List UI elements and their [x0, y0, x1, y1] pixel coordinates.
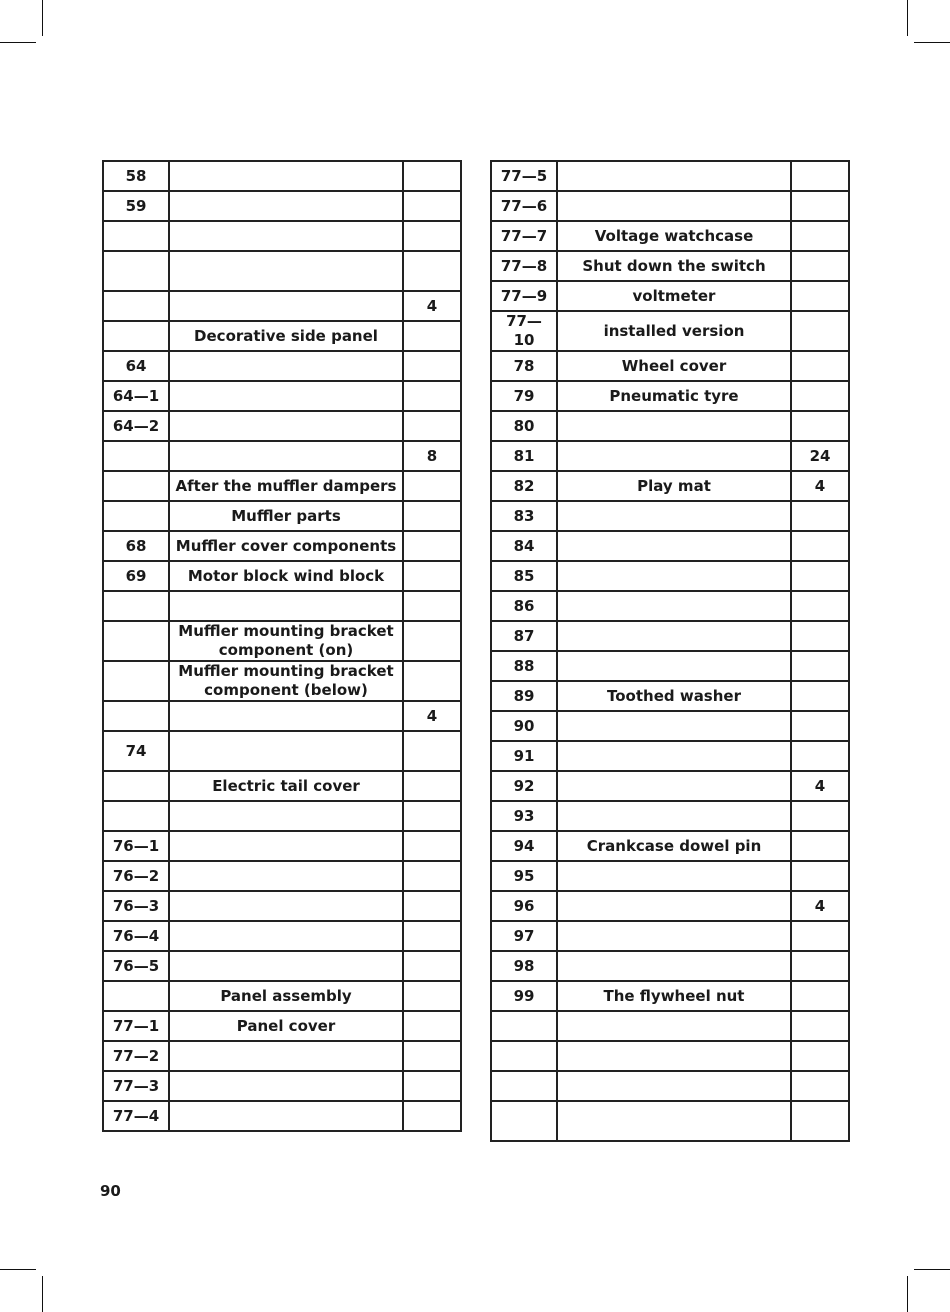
table-row — [491, 1101, 849, 1141]
table-row — [491, 951, 849, 981]
table-row — [103, 471, 461, 501]
part-number-cell — [103, 471, 169, 501]
table-row — [103, 351, 461, 381]
part-number-cell — [491, 1101, 557, 1141]
table-row — [103, 661, 461, 701]
table-row — [491, 621, 849, 651]
quantity-cell — [403, 1101, 461, 1131]
table-row — [491, 381, 849, 411]
table-row — [103, 771, 461, 801]
quantity-cell — [403, 831, 461, 861]
parts-table-left — [102, 160, 462, 1132]
quantity-cell — [791, 501, 849, 531]
table-row — [491, 471, 849, 501]
part-name-cell: Panel assembly — [169, 981, 403, 1011]
part-number-cell: 59 — [103, 191, 169, 221]
part-name-cell: Pneumatic tyre — [557, 381, 791, 411]
table-row — [103, 861, 461, 891]
quantity-cell: 4 — [791, 771, 849, 801]
table-row — [491, 411, 849, 441]
part-name-cell — [169, 1041, 403, 1071]
part-number-cell: 84 — [491, 531, 557, 561]
table-row — [103, 951, 461, 981]
quantity-cell: 4 — [791, 471, 849, 501]
quantity-cell — [403, 731, 461, 771]
quantity-cell — [791, 191, 849, 221]
table-row — [491, 771, 849, 801]
table-row — [491, 531, 849, 561]
quantity-cell — [791, 591, 849, 621]
part-name-cell — [169, 411, 403, 441]
quantity-cell — [403, 251, 461, 291]
quantity-cell — [403, 191, 461, 221]
part-number-cell: 96 — [491, 891, 557, 921]
table-row — [103, 531, 461, 561]
part-number-cell: 77—8 — [491, 251, 557, 281]
part-number-cell — [103, 981, 169, 1011]
part-number-cell — [491, 1011, 557, 1041]
part-number-cell: 80 — [491, 411, 557, 441]
part-number-cell — [103, 621, 169, 661]
part-number-cell: 99 — [491, 981, 557, 1011]
part-name-cell — [169, 921, 403, 951]
part-number-cell: 91 — [491, 741, 557, 771]
part-number-cell: 92 — [491, 771, 557, 801]
table-row — [103, 411, 461, 441]
part-name-cell: The flywheel nut — [557, 981, 791, 1011]
quantity-cell — [403, 861, 461, 891]
part-name-cell — [557, 621, 791, 651]
quantity-cell — [791, 161, 849, 191]
quantity-cell — [791, 1011, 849, 1041]
part-number-cell: 77—2 — [103, 1041, 169, 1071]
part-name-cell: After the muffler dampers — [169, 471, 403, 501]
part-number-cell: 76—1 — [103, 831, 169, 861]
quantity-cell — [403, 471, 461, 501]
table-row — [103, 731, 461, 771]
part-name-cell: Voltage watchcase — [557, 221, 791, 251]
part-name-cell — [169, 831, 403, 861]
part-name-cell — [557, 1071, 791, 1101]
part-name-cell: Crankcase dowel pin — [557, 831, 791, 861]
quantity-cell — [791, 801, 849, 831]
part-number-cell — [491, 1041, 557, 1071]
part-number-cell: 88 — [491, 651, 557, 681]
part-name-cell — [557, 441, 791, 471]
part-number-cell — [103, 321, 169, 351]
table-row — [103, 1071, 461, 1101]
part-number-cell: 77—4 — [103, 1101, 169, 1131]
part-name-cell — [169, 191, 403, 221]
part-name-cell — [169, 251, 403, 291]
quantity-cell — [791, 711, 849, 741]
crop-mark — [907, 0, 908, 36]
quantity-cell — [403, 161, 461, 191]
table-row — [103, 501, 461, 531]
part-name-cell: Play mat — [557, 471, 791, 501]
part-name-cell — [557, 591, 791, 621]
quantity-cell — [403, 891, 461, 921]
table-row — [103, 921, 461, 951]
part-name-cell — [169, 1101, 403, 1131]
part-number-cell: 76—4 — [103, 921, 169, 951]
quantity-cell — [791, 1101, 849, 1141]
part-name-cell: Motor block wind block — [169, 561, 403, 591]
part-number-cell: 64—2 — [103, 411, 169, 441]
table-row — [491, 351, 849, 381]
part-number-cell — [103, 801, 169, 831]
table-row — [103, 561, 461, 591]
part-name-cell — [169, 731, 403, 771]
part-number-cell: 76—5 — [103, 951, 169, 981]
crop-mark — [914, 42, 950, 43]
part-number-cell: 77—10 — [491, 311, 557, 351]
part-number-cell: 64 — [103, 351, 169, 381]
table-row — [103, 701, 461, 731]
part-number-cell: 69 — [103, 561, 169, 591]
part-number-cell: 83 — [491, 501, 557, 531]
table-row — [103, 291, 461, 321]
quantity-cell: 8 — [403, 441, 461, 471]
quantity-cell — [403, 661, 461, 701]
part-number-cell — [103, 441, 169, 471]
part-number-cell: 68 — [103, 531, 169, 561]
quantity-cell — [791, 621, 849, 651]
part-number-cell — [103, 661, 169, 701]
part-number-cell — [103, 771, 169, 801]
part-number-cell: 90 — [491, 711, 557, 741]
part-number-cell: 94 — [491, 831, 557, 861]
quantity-cell: 4 — [791, 891, 849, 921]
part-name-cell — [169, 221, 403, 251]
part-name-cell — [169, 701, 403, 731]
part-name-cell — [169, 591, 403, 621]
part-number-cell — [103, 291, 169, 321]
part-number-cell: 97 — [491, 921, 557, 951]
part-number-cell: 86 — [491, 591, 557, 621]
quantity-cell — [403, 221, 461, 251]
table-row — [491, 281, 849, 311]
part-name-cell — [557, 801, 791, 831]
quantity-cell: 24 — [791, 441, 849, 471]
table-row — [103, 981, 461, 1011]
part-name-cell — [557, 891, 791, 921]
part-name-cell: Muffler parts — [169, 501, 403, 531]
quantity-cell — [791, 561, 849, 591]
part-name-cell: Shut down the switch — [557, 251, 791, 281]
part-number-cell — [103, 591, 169, 621]
table-row — [491, 651, 849, 681]
quantity-cell — [791, 921, 849, 951]
part-name-cell — [557, 161, 791, 191]
part-number-cell: 77—6 — [491, 191, 557, 221]
part-number-cell: 77—7 — [491, 221, 557, 251]
part-name-cell: Decorative side panel — [169, 321, 403, 351]
quantity-cell — [791, 411, 849, 441]
part-number-cell: 76—3 — [103, 891, 169, 921]
part-number-cell: 82 — [491, 471, 557, 501]
table-row — [491, 191, 849, 221]
part-name-cell — [557, 1101, 791, 1141]
part-number-cell: 77—9 — [491, 281, 557, 311]
crop-mark — [42, 0, 43, 36]
part-name-cell — [169, 951, 403, 981]
quantity-cell — [791, 831, 849, 861]
table-row — [491, 561, 849, 591]
crop-mark — [907, 1276, 908, 1312]
table-row — [491, 251, 849, 281]
quantity-cell — [403, 351, 461, 381]
part-number-cell — [491, 1071, 557, 1101]
part-name-cell — [169, 291, 403, 321]
table-row — [103, 161, 461, 191]
quantity-cell — [403, 621, 461, 661]
table-row — [491, 591, 849, 621]
quantity-cell — [403, 1011, 461, 1041]
part-name-cell — [557, 951, 791, 981]
part-number-cell: 64—1 — [103, 381, 169, 411]
quantity-cell — [403, 561, 461, 591]
quantity-cell — [791, 1041, 849, 1071]
part-name-cell — [557, 191, 791, 221]
quantity-cell — [403, 591, 461, 621]
part-number-cell: 95 — [491, 861, 557, 891]
table-row — [103, 381, 461, 411]
quantity-cell — [791, 681, 849, 711]
part-name-cell: Panel cover — [169, 1011, 403, 1041]
part-name-cell — [557, 1011, 791, 1041]
quantity-cell — [403, 771, 461, 801]
part-name-cell — [169, 381, 403, 411]
part-name-cell — [557, 561, 791, 591]
table-row — [491, 981, 849, 1011]
table-row — [491, 501, 849, 531]
quantity-cell — [791, 1071, 849, 1101]
table-row — [491, 741, 849, 771]
quantity-cell — [791, 251, 849, 281]
quantity-cell — [403, 921, 461, 951]
table-row — [491, 831, 849, 861]
part-number-cell: 77—5 — [491, 161, 557, 191]
table-row — [103, 251, 461, 291]
table-row — [103, 1101, 461, 1131]
quantity-cell — [791, 651, 849, 681]
table-row — [103, 1041, 461, 1071]
table-row — [103, 221, 461, 251]
table-row — [103, 321, 461, 351]
quantity-cell — [791, 281, 849, 311]
part-name-cell: Muffler mounting bracket component (on) — [169, 621, 403, 661]
table-row — [491, 711, 849, 741]
quantity-cell — [791, 381, 849, 411]
quantity-cell — [403, 411, 461, 441]
part-name-cell — [169, 861, 403, 891]
crop-mark — [0, 1269, 36, 1270]
quantity-cell — [403, 321, 461, 351]
table-row — [103, 191, 461, 221]
part-number-cell: 81 — [491, 441, 557, 471]
table-row — [103, 441, 461, 471]
quantity-cell — [791, 981, 849, 1011]
table-row — [491, 1011, 849, 1041]
quantity-cell: 4 — [403, 291, 461, 321]
part-number-cell: 79 — [491, 381, 557, 411]
table-row — [103, 1011, 461, 1041]
table-row — [491, 681, 849, 711]
table-row — [491, 1071, 849, 1101]
parts-table-right — [490, 160, 850, 1142]
table-row — [491, 1041, 849, 1071]
part-name-cell — [169, 801, 403, 831]
part-name-cell — [557, 861, 791, 891]
table-row — [491, 861, 849, 891]
table-row — [491, 891, 849, 921]
quantity-cell — [403, 501, 461, 531]
quantity-cell — [403, 801, 461, 831]
part-name-cell — [557, 531, 791, 561]
crop-mark — [42, 1276, 43, 1312]
table-row — [103, 831, 461, 861]
table-row — [491, 801, 849, 831]
part-name-cell — [557, 411, 791, 441]
table-row — [491, 161, 849, 191]
quantity-cell — [403, 531, 461, 561]
part-number-cell: 87 — [491, 621, 557, 651]
part-number-cell: 77—1 — [103, 1011, 169, 1041]
crop-mark — [0, 42, 36, 43]
crop-mark — [914, 1269, 950, 1270]
table-row — [491, 441, 849, 471]
quantity-cell — [791, 861, 849, 891]
part-number-cell — [103, 251, 169, 291]
table-row — [491, 921, 849, 951]
part-name-cell — [169, 161, 403, 191]
quantity-cell — [791, 741, 849, 771]
part-number-cell: 85 — [491, 561, 557, 591]
quantity-cell — [403, 1041, 461, 1071]
part-name-cell: installed version — [557, 311, 791, 351]
table-row — [103, 801, 461, 831]
part-name-cell — [557, 651, 791, 681]
part-name-cell — [557, 711, 791, 741]
part-number-cell: 93 — [491, 801, 557, 831]
part-number-cell: 58 — [103, 161, 169, 191]
part-number-cell: 89 — [491, 681, 557, 711]
quantity-cell — [791, 311, 849, 351]
table-row — [103, 621, 461, 661]
part-name-cell — [169, 1071, 403, 1101]
table-row — [491, 311, 849, 351]
part-name-cell: Toothed washer — [557, 681, 791, 711]
part-number-cell — [103, 221, 169, 251]
quantity-cell — [403, 381, 461, 411]
part-number-cell: 77—3 — [103, 1071, 169, 1101]
quantity-cell — [791, 221, 849, 251]
part-name-cell: Muffler mounting bracket component (below) — [169, 661, 403, 701]
quantity-cell: 4 — [403, 701, 461, 731]
page-number: 90 — [100, 1182, 121, 1200]
part-name-cell — [557, 501, 791, 531]
quantity-cell — [791, 951, 849, 981]
part-number-cell: 74 — [103, 731, 169, 771]
part-number-cell — [103, 501, 169, 531]
part-number-cell: 78 — [491, 351, 557, 381]
part-number-cell — [103, 701, 169, 731]
part-name-cell: Wheel cover — [557, 351, 791, 381]
table-row — [103, 591, 461, 621]
part-name-cell: Electric tail cover — [169, 771, 403, 801]
part-name-cell — [169, 351, 403, 381]
quantity-cell — [791, 351, 849, 381]
part-name-cell — [169, 891, 403, 921]
table-row — [103, 891, 461, 921]
part-number-cell: 98 — [491, 951, 557, 981]
quantity-cell — [403, 981, 461, 1011]
part-number-cell: 76—2 — [103, 861, 169, 891]
part-name-cell — [169, 441, 403, 471]
quantity-cell — [791, 531, 849, 561]
table-row — [491, 221, 849, 251]
quantity-cell — [403, 951, 461, 981]
part-name-cell — [557, 921, 791, 951]
part-name-cell — [557, 1041, 791, 1071]
part-name-cell — [557, 741, 791, 771]
part-name-cell — [557, 771, 791, 801]
part-name-cell: Muffler cover components — [169, 531, 403, 561]
quantity-cell — [403, 1071, 461, 1101]
part-name-cell: voltmeter — [557, 281, 791, 311]
